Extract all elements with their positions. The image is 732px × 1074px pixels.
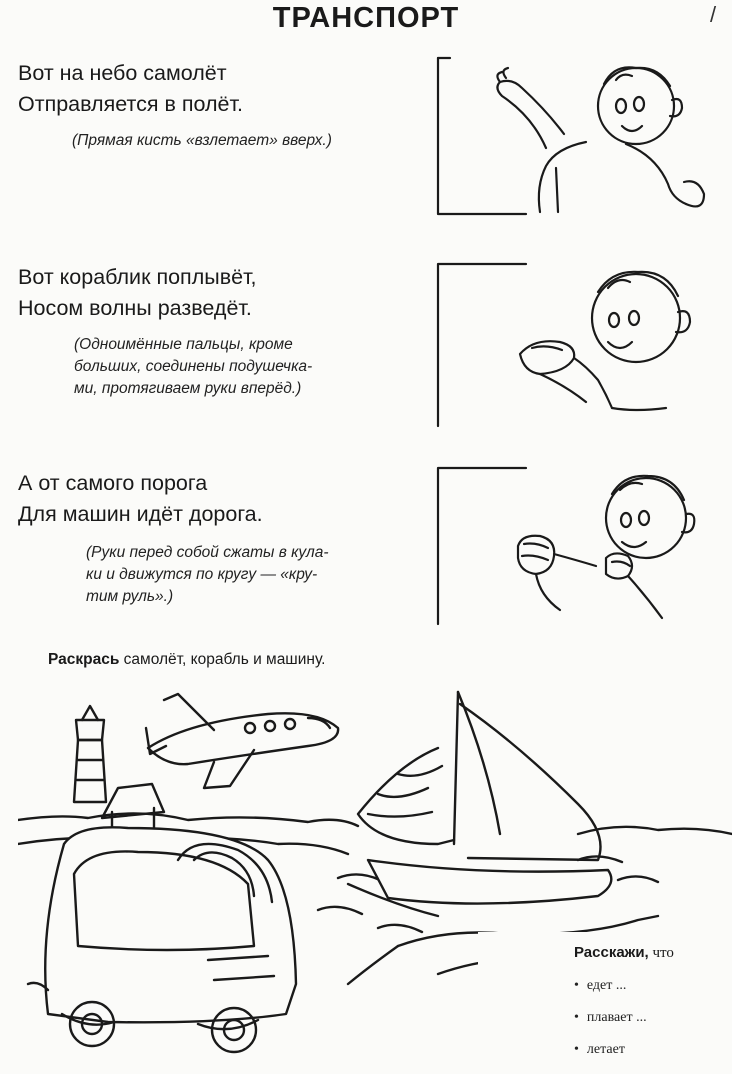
verse-line: Вот кораблик поплывёт, [18, 265, 257, 289]
note-line: ми, протягиваем руки вперёд.) [74, 380, 302, 397]
verse-line: Для машин идёт дорога. [18, 502, 263, 526]
tell-item-text: летает [586, 1042, 625, 1057]
verse-3-note [86, 542, 329, 608]
note-line: (Одноимённые пальцы, кроме [74, 336, 293, 353]
verse-line: Отправляется в полёт. [18, 92, 243, 116]
note-line: (Руки перед собой сжаты в кула- [86, 544, 329, 561]
boy-boat-gesture-illustration [436, 262, 732, 432]
verse-1 [18, 58, 243, 120]
verse-3 [18, 468, 263, 530]
tell-item: • плавает ... [574, 1010, 647, 1025]
boy-airplane-gesture-illustration [436, 56, 732, 218]
verse-1-note [72, 130, 332, 152]
note-line: тим руль».) [86, 588, 174, 605]
note-line: ки и движутся по кругу — «кру- [86, 566, 318, 583]
verse-line: А от самого порога [18, 471, 208, 495]
verse-line: Вот на небо самолёт [18, 61, 227, 85]
task-bold: Раскрась [48, 651, 120, 668]
verse-line: Носом волны разведёт. [18, 296, 252, 320]
task-text: самолёт, корабль и машину. [119, 651, 326, 668]
tell-item-text: едет ... [586, 978, 627, 993]
coloring-task [48, 651, 325, 669]
tell-task-heading [574, 944, 674, 962]
corner-mark: / [710, 2, 717, 27]
note-line: (Прямая кисть «взлетает» вверх.) [72, 132, 332, 149]
verse-2-note [74, 334, 312, 400]
tell-rest: что [648, 945, 674, 961]
verse-2 [18, 262, 257, 324]
page-title: ТРАНСПОРТ [272, 2, 460, 34]
tell-task-panel [478, 932, 732, 1074]
note-line: больших, соединены подушечка- [74, 358, 313, 375]
tell-item: • летает [574, 1042, 625, 1057]
tell-item: • едет ... [574, 978, 627, 993]
tell-bold: Расскажи, [574, 944, 649, 961]
boy-car-gesture-illustration [436, 466, 732, 628]
tell-item-text: плавает ... [586, 1010, 647, 1025]
